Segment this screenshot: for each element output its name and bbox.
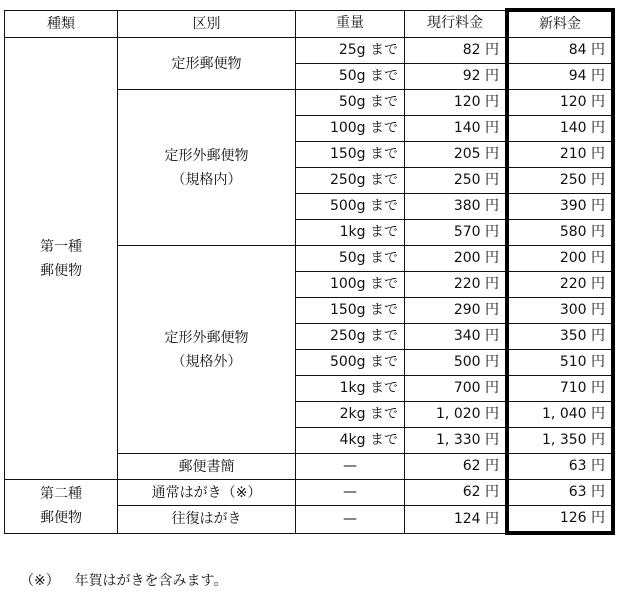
category-cell bbox=[118, 90, 296, 246]
current-rate-cell: 380 円 bbox=[405, 194, 508, 220]
category-cell bbox=[118, 480, 296, 506]
weight-cell: 50g まで bbox=[296, 64, 405, 90]
category-cell bbox=[118, 246, 296, 454]
new-rate-cell: 220 円 bbox=[507, 272, 613, 298]
current-rate-cell: 62 円 bbox=[405, 454, 508, 480]
weight-cell: 1kg まで bbox=[296, 220, 405, 246]
weight-cell: 500g まで bbox=[296, 350, 405, 376]
weight-cell: 50g まで bbox=[296, 90, 405, 116]
footnote bbox=[20, 570, 227, 590]
new-rate-cell: 210 円 bbox=[507, 142, 613, 168]
new-rate-cell: 1, 040 円 bbox=[507, 402, 613, 428]
current-rate-cell: 1, 330 円 bbox=[405, 428, 508, 454]
category-label: 定形外郵便物 bbox=[164, 329, 249, 346]
kind-label: 郵便物 bbox=[40, 510, 82, 527]
category-label: 郵便書簡 bbox=[178, 458, 235, 475]
current-rate-cell: 500 円 bbox=[405, 350, 508, 376]
new-rate-cell: 200 円 bbox=[507, 246, 613, 272]
new-rate-cell: 126 円 bbox=[507, 506, 613, 534]
header-kind: 種類 bbox=[5, 10, 118, 38]
current-rate-cell: 82 円 bbox=[405, 38, 508, 64]
current-rate-cell: 92 円 bbox=[405, 64, 508, 90]
new-rate-cell: 390 円 bbox=[507, 194, 613, 220]
new-rate-cell: 94 円 bbox=[507, 64, 613, 90]
kind-cell bbox=[5, 480, 118, 534]
current-rate-cell: 340 円 bbox=[405, 324, 508, 350]
category-label: 往復はがき bbox=[171, 511, 242, 528]
weight-cell: 4kg まで bbox=[296, 428, 405, 454]
kind-cell bbox=[5, 38, 118, 480]
footnote-mark: （※） bbox=[20, 573, 60, 589]
weight-cell: 50g まで bbox=[296, 246, 405, 272]
header-category: 区別 bbox=[118, 10, 296, 38]
header-weight: 重量 bbox=[296, 10, 405, 38]
weight-cell: 150g まで bbox=[296, 142, 405, 168]
new-rate-cell: 250 円 bbox=[507, 168, 613, 194]
category-label: 定形郵便物 bbox=[171, 55, 242, 72]
table-body bbox=[5, 38, 614, 534]
weight-cell: — bbox=[296, 480, 405, 506]
weight-cell: — bbox=[296, 506, 405, 534]
current-rate-cell: 290 円 bbox=[405, 298, 508, 324]
current-rate-cell: 62 円 bbox=[405, 480, 508, 506]
current-rate-cell: 140 円 bbox=[405, 116, 508, 142]
new-rate-cell: 1, 350 円 bbox=[507, 428, 613, 454]
category-cell bbox=[118, 38, 296, 90]
kind-label: 第一種 bbox=[40, 238, 82, 255]
new-rate-cell: 580 円 bbox=[507, 220, 613, 246]
category-cell bbox=[118, 454, 296, 480]
new-rate-cell: 350 円 bbox=[507, 324, 613, 350]
current-rate-cell: 700 円 bbox=[405, 376, 508, 402]
table-row bbox=[5, 38, 614, 64]
weight-cell: — bbox=[296, 454, 405, 480]
header-row bbox=[5, 10, 614, 38]
category-label: （規格内） bbox=[171, 171, 242, 188]
category-label: 通常はがき（※） bbox=[151, 484, 262, 501]
weight-cell: 2kg まで bbox=[296, 402, 405, 428]
header-new-rate: 新料金 bbox=[507, 10, 613, 38]
new-rate-cell: 140 円 bbox=[507, 116, 613, 142]
weight-cell: 250g まで bbox=[296, 168, 405, 194]
new-rate-cell: 510 円 bbox=[507, 350, 613, 376]
weight-cell: 150g まで bbox=[296, 298, 405, 324]
weight-cell: 250g まで bbox=[296, 324, 405, 350]
weight-cell: 500g まで bbox=[296, 194, 405, 220]
current-rate-cell: 220 円 bbox=[405, 272, 508, 298]
footnote-text: 年賀はがきを含みます。 bbox=[74, 573, 228, 589]
kind-label: 郵便物 bbox=[40, 262, 82, 279]
new-rate-cell: 84 円 bbox=[507, 38, 613, 64]
new-rate-cell: 120 円 bbox=[507, 90, 613, 116]
new-rate-cell: 63 円 bbox=[507, 480, 613, 506]
current-rate-cell: 124 円 bbox=[405, 506, 508, 534]
current-rate-cell: 250 円 bbox=[405, 168, 508, 194]
current-rate-cell: 120 円 bbox=[405, 90, 508, 116]
current-rate-cell: 205 円 bbox=[405, 142, 508, 168]
table-row bbox=[5, 480, 614, 506]
current-rate-cell: 1, 020 円 bbox=[405, 402, 508, 428]
category-label: 定形外郵便物 bbox=[164, 147, 249, 164]
new-rate-cell: 710 円 bbox=[507, 376, 613, 402]
current-rate-cell: 570 円 bbox=[405, 220, 508, 246]
current-rate-cell: 200 円 bbox=[405, 246, 508, 272]
postal-rate-table bbox=[4, 8, 615, 535]
kind-label: 第二種 bbox=[40, 486, 82, 503]
new-rate-cell: 63 円 bbox=[507, 454, 613, 480]
category-label: （規格外） bbox=[171, 353, 242, 370]
weight-cell: 25g まで bbox=[296, 38, 405, 64]
category-cell bbox=[118, 506, 296, 534]
weight-cell: 100g まで bbox=[296, 272, 405, 298]
weight-cell: 100g まで bbox=[296, 116, 405, 142]
new-rate-cell: 300 円 bbox=[507, 298, 613, 324]
weight-cell: 1kg まで bbox=[296, 376, 405, 402]
header-current-rate: 現行料金 bbox=[405, 10, 508, 38]
